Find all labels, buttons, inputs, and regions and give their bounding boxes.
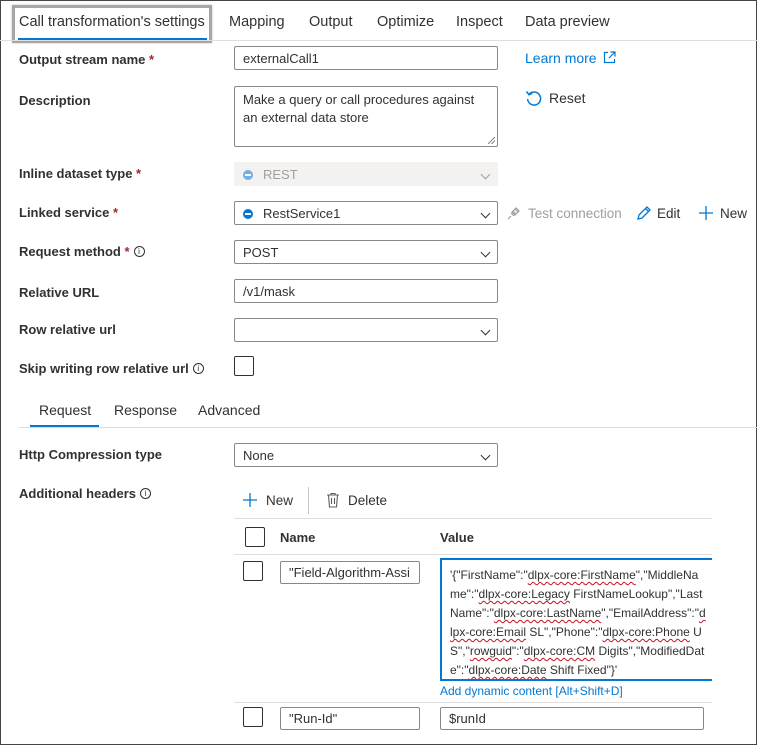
value-text: ","MiddleName":" <box>450 568 699 601</box>
skip-writing-label: Skip writing row relative url i <box>19 361 204 376</box>
learn-more-link[interactable]: Learn more <box>525 50 616 66</box>
info-icon[interactable]: i <box>140 488 151 499</box>
rest-dataset-icon <box>243 170 253 180</box>
skip-writing-checkbox[interactable] <box>234 356 254 376</box>
value-text: '{"FirstName":" <box>450 568 528 582</box>
linked-service-label: Linked service * <box>19 205 119 220</box>
row-checkbox[interactable] <box>243 561 263 581</box>
http-compression-dropdown[interactable]: None <box>234 443 498 467</box>
output-stream-name-label: Output stream name * <box>19 52 155 67</box>
external-link-icon <box>603 51 616 64</box>
column-header-name: Name <box>280 530 316 545</box>
info-icon[interactable]: i <box>193 363 204 374</box>
required-marker: * <box>149 52 155 67</box>
inline-dataset-type-dropdown: REST <box>234 162 498 186</box>
trash-icon <box>326 492 340 508</box>
additional-headers-label: Additional headers i <box>19 486 151 501</box>
misspelled-token: dlpx-core:Legacy <box>478 587 570 601</box>
tab-inspect[interactable]: Inspect <box>456 14 503 30</box>
chevron-down-icon <box>481 209 491 219</box>
table-header-divider <box>234 554 712 555</box>
header-value-input[interactable]: $runId <box>440 707 704 730</box>
inline-dataset-type-label: Inline dataset type * <box>19 166 142 181</box>
misspelled-token: rowguid <box>469 644 512 658</box>
subtab-request[interactable]: Request <box>39 402 92 418</box>
description-label: Description <box>19 93 91 108</box>
table-top-border <box>234 518 712 519</box>
request-method-dropdown[interactable]: POST <box>234 240 498 264</box>
output-stream-name-input[interactable]: externalCall1 <box>234 46 498 70</box>
subtab-advanced[interactable]: Advanced <box>198 402 261 418</box>
linked-service-dropdown[interactable]: RestService1 <box>234 201 498 225</box>
subtab-response[interactable]: Response <box>114 402 178 418</box>
misspelled-token: dlpx-core:Email <box>450 606 706 639</box>
chevron-down-icon <box>481 248 491 258</box>
edit-button[interactable]: Edit <box>636 205 680 221</box>
chevron-down-icon <box>481 170 491 180</box>
reset-icon <box>525 89 543 107</box>
test-connection-button[interactable]: Test connection <box>506 205 622 221</box>
row-relative-url-label: Row relative url <box>19 322 116 337</box>
value-text: Digits","ModifiedDate":" <box>450 644 705 677</box>
tab-data-preview[interactable]: Data preview <box>525 14 610 30</box>
tab-divider <box>0 40 757 41</box>
header-name-input[interactable]: "Run-Id" <box>280 707 420 730</box>
select-all-checkbox[interactable] <box>245 527 265 547</box>
misspelled-token: dlpx-core:FirstName <box>527 568 636 582</box>
info-icon[interactable]: i <box>134 246 145 257</box>
linked-service-icon <box>243 209 253 219</box>
delete-header-button[interactable]: Delete <box>326 492 387 508</box>
pencil-icon <box>636 205 652 221</box>
row-relative-url-dropdown[interactable] <box>234 318 498 342</box>
relative-url-input[interactable]: /v1/mask <box>234 279 498 303</box>
tab-mapping[interactable]: Mapping <box>229 14 285 30</box>
plug-icon <box>506 205 522 221</box>
misspelled-token: dlpx-core:CM <box>523 644 596 658</box>
required-marker: * <box>136 166 142 181</box>
description-textarea[interactable]: Make a query or call procedures against an external data store <box>234 86 498 147</box>
relative-url-label: Relative URL <box>19 285 100 300</box>
chevron-down-icon <box>481 326 491 336</box>
value-text: US"," <box>450 625 702 658</box>
misspelled-token: dlpx-core:Phone <box>602 625 690 639</box>
toolbar-separator <box>308 487 309 514</box>
misspelled-token: dlpx-core:LastName <box>493 606 602 620</box>
value-text: Shift Fixed"}' <box>546 663 618 677</box>
tab-call-transformation-settings[interactable]: Call transformation's settings <box>19 14 205 30</box>
value-text: ","EmailAddress":" <box>601 606 699 620</box>
required-marker: * <box>124 244 130 259</box>
tab-optimize[interactable]: Optimize <box>377 14 435 30</box>
http-compression-label: Http Compression type <box>19 447 163 462</box>
plus-icon <box>698 205 714 221</box>
value-text: SL","Phone":" <box>526 625 603 639</box>
value-text: FirstNameLookup","LastName":" <box>450 587 703 620</box>
required-marker: * <box>112 205 119 220</box>
chevron-down-icon <box>481 451 491 461</box>
new-header-button[interactable]: New <box>242 492 293 508</box>
tab-output[interactable]: Output <box>309 14 353 30</box>
reset-button[interactable]: Reset <box>525 89 586 107</box>
table-row-divider <box>234 702 712 703</box>
row-checkbox[interactable] <box>243 707 263 727</box>
new-linked-service-button[interactable]: New <box>698 205 747 221</box>
header-value-input[interactable] <box>440 558 712 681</box>
subtab-divider <box>19 427 757 428</box>
resize-handle-icon[interactable] <box>488 137 495 144</box>
misspelled-token: dlpx-core:Date <box>468 663 547 677</box>
add-dynamic-content-link[interactable]: Add dynamic content [Alt+Shift+D] <box>440 684 623 698</box>
plus-icon <box>242 492 258 508</box>
column-header-value: Value <box>440 530 474 545</box>
header-name-input[interactable]: "Field-Algorithm-Assi <box>280 561 420 584</box>
value-text: ":" <box>511 644 524 658</box>
request-method-label: Request method * i <box>19 244 145 259</box>
